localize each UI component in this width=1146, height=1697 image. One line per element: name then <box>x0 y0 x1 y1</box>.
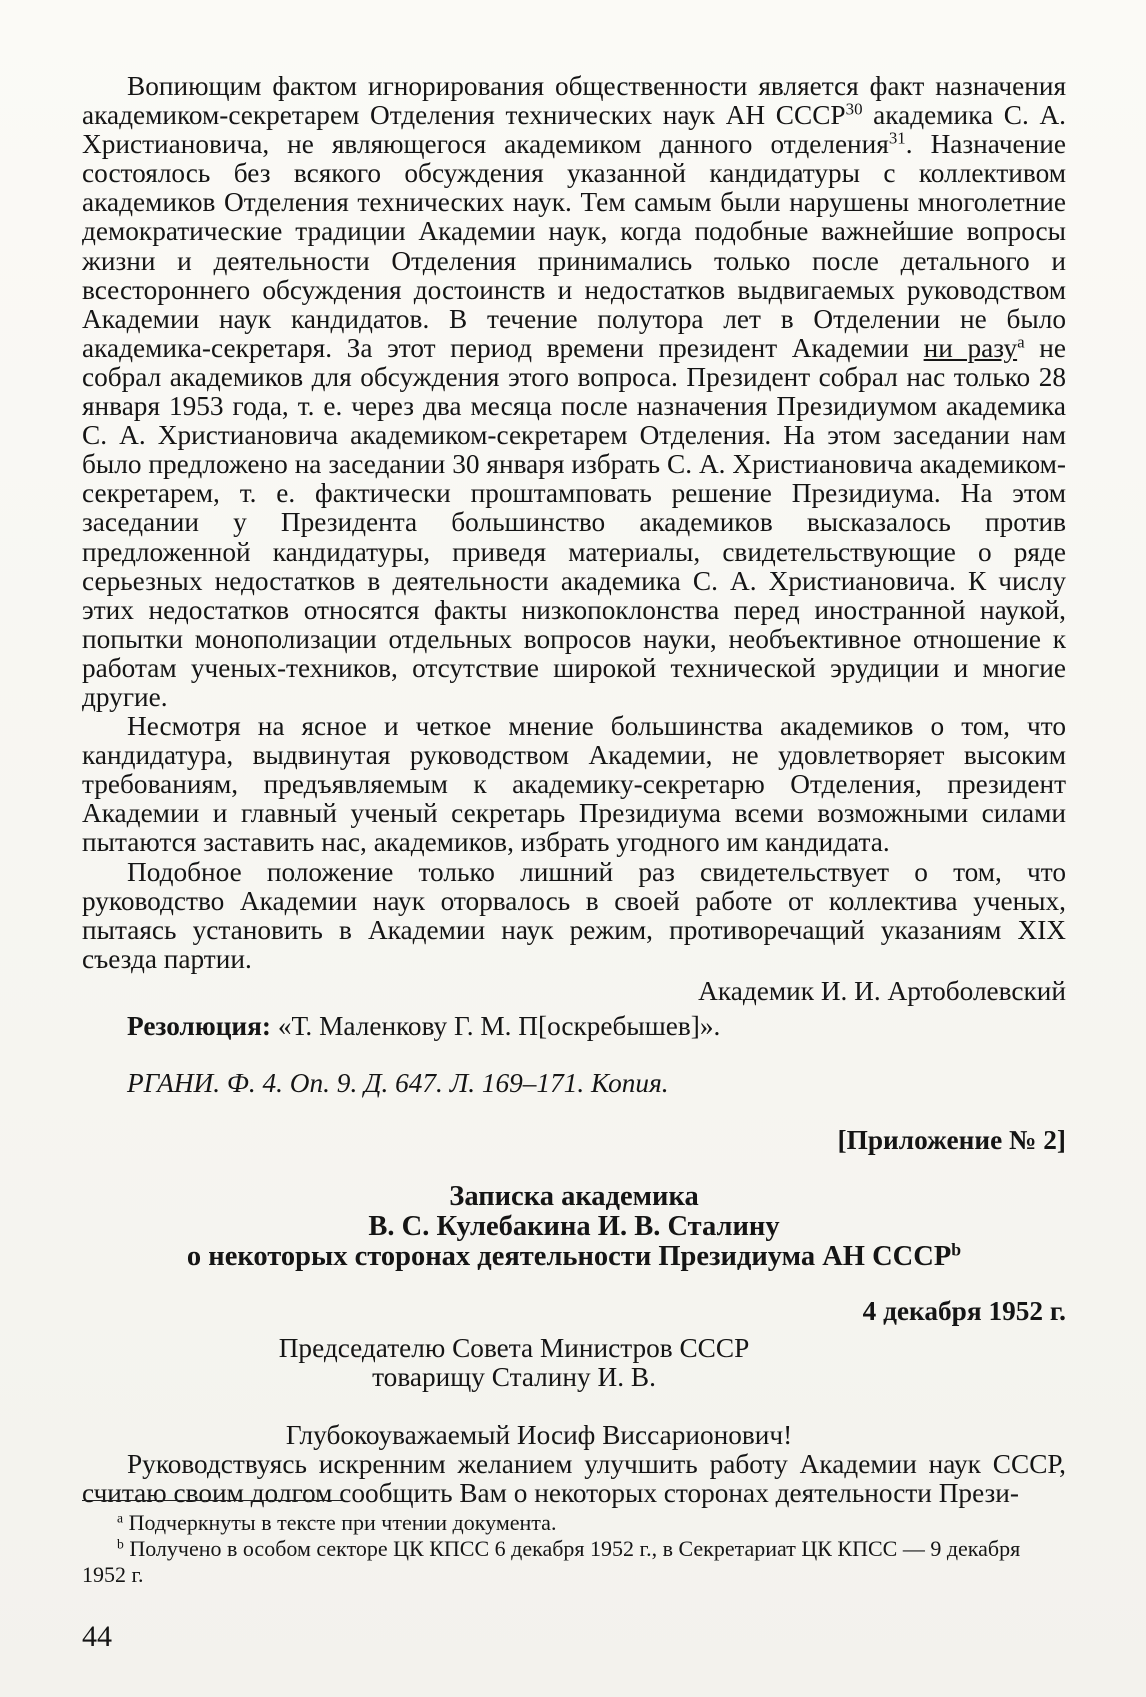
resolution-label: Резолюция: <box>127 1011 272 1041</box>
resolution-text: «Т. Маленкову Г. М. П[оскребышев]». <box>271 1011 721 1041</box>
document-title-line-1: Записка академика <box>449 1181 699 1213</box>
footnote-ref-b: b <box>951 1239 962 1260</box>
paragraph-1-text-c: . Назначение состоялось без всякого обсуждения указанной кандидатуры с коллективом академиков Отделения технических наук. Тем самым были нарушены многолетние демократические традиции Академии наук, когда подобные важнейшие вопросы жизни и деятельности Отделения принимались только после детального и всестороннего обсуждения достоинств и недостатков выдвигаемых руководством Академии наук кандидатов. В течение полутора лет в Отделении не было академика-секретаря. За этот период времени президент Академии <box>82 129 1066 363</box>
document-date: 4 декабря 1952 г. <box>862 1296 1066 1327</box>
footnote-b-text: Получено в особом секторе ЦК КПСС 6 декабря 1952 г., в Секретариат ЦК КПСС — 9 декабря 1952 г. <box>82 1536 1021 1587</box>
addressee <box>82 1334 1066 1392</box>
paragraph-2: Несмотря на ясное и четкое мнение большинства академиков о том, что кандидатура, выдвинутая руководством Академии, не удовлетворяет высоким требованиям, предъявляемым к академику-секретарю Отделения, президент Академии и главный ученый секретарь Президиума всеми возможными силами пытаются заставить нас, академиков, избрать угодного им кандидата. <box>82 711 1066 858</box>
footnote-b <box>82 1536 1066 1588</box>
paragraph-3: Подобное положение только лишний раз свидетельствует о том, что руководство Академии наук оторвалось в своей работе от коллектива ученых, пытаясь установить в Академии наук режим, противоречащий указаниям XIX съезда партии. <box>82 856 1066 974</box>
appendix-label: [Приложение № 2] <box>837 1125 1066 1156</box>
footnote-a-text: Подчеркнуты в тексте при чтении документа. <box>123 1510 557 1535</box>
endnote-ref-31: 31 <box>888 128 906 148</box>
signature: Академик И. И. Артоболевский <box>698 975 1066 1006</box>
paragraph-1 <box>82 72 1066 712</box>
paragraph-1-text-b: академика С. А. Христиановича, не являющегося академиком данного отделения <box>82 100 1066 160</box>
endnote-ref-30: 30 <box>845 99 863 119</box>
document-title <box>82 1182 1066 1272</box>
addressee-line-2: товарищу Сталину И. В. <box>372 1362 656 1393</box>
footnote-a <box>82 1510 1066 1536</box>
footnote-ref-a: a <box>1017 332 1025 352</box>
document-title-line-3: о некоторых сторонах деятельности Президиума АН СССР <box>186 1241 952 1273</box>
paragraph-1-text-a: Вопиющим фактом игнорирования общественности является факт назначения академиком-секретарем Отделения технических наук АН СССР <box>82 71 1066 131</box>
body-text <box>82 72 1066 1508</box>
page-number: 44 <box>82 1620 112 1653</box>
paragraph-4: Руководствуясь искренним желанием улучшить работу Академии наук СССР, считаю своим долгом сообщить Вам о некоторых сторонах деятельности Прези- <box>82 1448 1066 1508</box>
document-title-line-2: В. С. Кулебакина И. В. Сталину <box>368 1211 780 1243</box>
salutation: Глубокоуважаемый Иосиф Виссарионович! <box>285 1419 793 1450</box>
addressee-line-1: Председателю Совета Министров СССР <box>278 1333 750 1364</box>
resolution <box>82 1012 1066 1041</box>
archive-reference: РГАНИ. Ф. 4. Оп. 9. Д. 647. Л. 169–171. Копия. <box>127 1068 669 1099</box>
footnote-divider <box>82 1500 342 1501</box>
footnote-b-mark: b <box>117 1536 124 1552</box>
footnote-a-mark: a <box>117 1510 124 1526</box>
footnotes <box>82 1510 1066 1588</box>
underlined-phrase: ни разу <box>923 332 1018 363</box>
paragraph-1-text-d: не собрал академиков для обсуждения этого вопроса. Президент собрал нас только 28 января 1953 года, т. е. через два месяца после назначения Президиумом академика С. А. Христиановича академиком-секретарем Отделения. На этом заседании нам было предложено на заседании 30 января избрать С. А. Христиановича академиком-секретарем, т. е. фактически проштамповать решение Президиума. На этом заседании у Президента большинство академиков высказалось против предложенной кандидатуры, приведя материалы, свидетельствующие о ряде серьезных недостатков в деятельности академика С. А. Христиановича. К числу этих недостатков относятся факты низкопоклонства перед иностранной наукой, попытки монополизации отдельных вопросов науки, необъективное отношение к работам ученых-техников, отсутствие широкой технической эрудиции и многие другие. <box>82 332 1066 712</box>
